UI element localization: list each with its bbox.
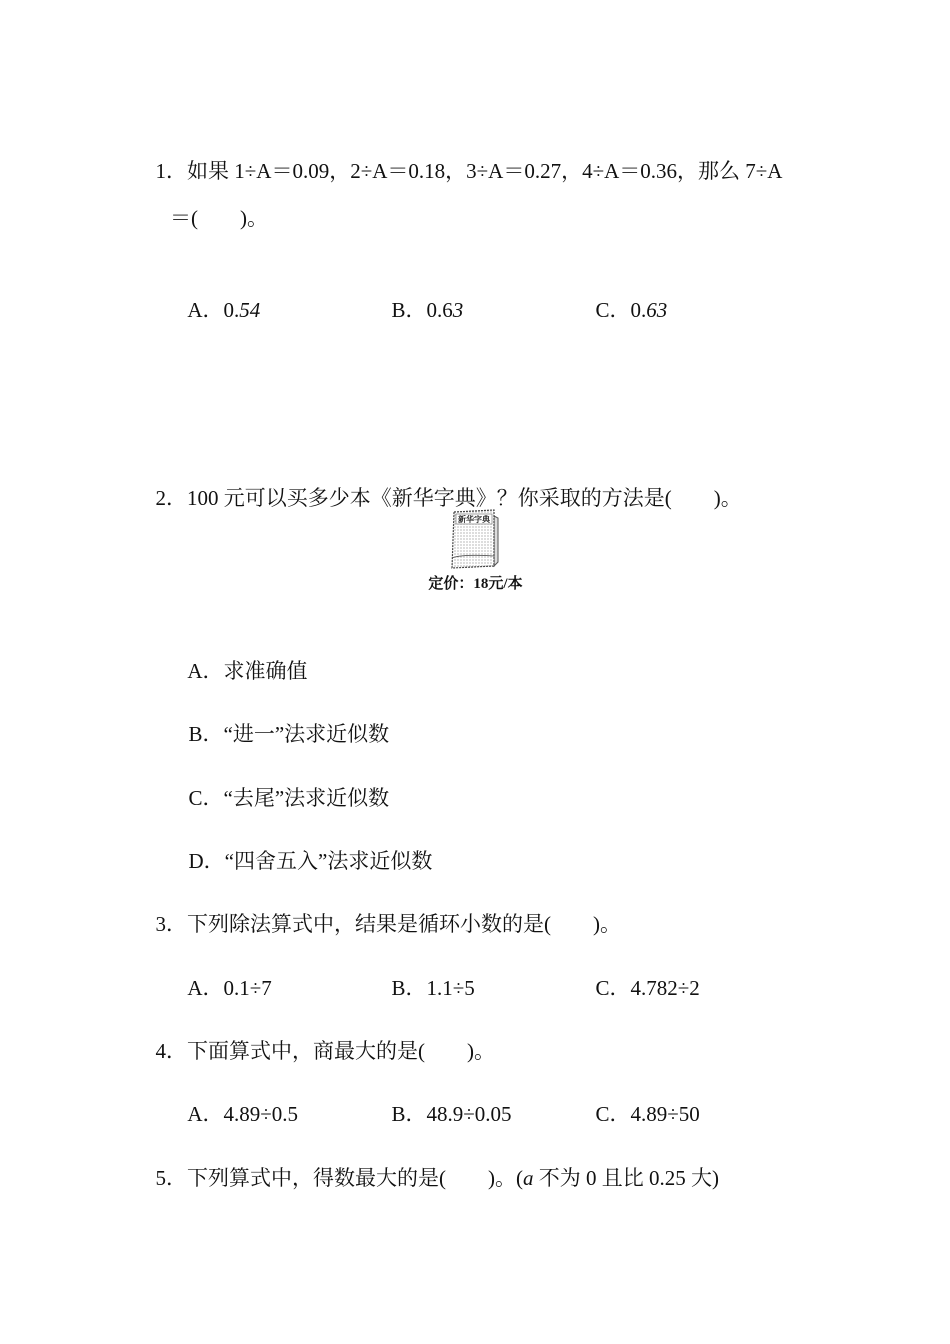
question-2-option-b[interactable]: B．“进一”法求近似数: [188, 722, 390, 746]
question-2-option-a[interactable]: A．求准确值: [187, 659, 308, 683]
question-3-option-a[interactable]: A．0.1÷7: [187, 976, 272, 1000]
question-2-option-d[interactable]: D．“四舍五入”法求近似数: [188, 849, 433, 873]
question-4-option-b[interactable]: B．48.9÷0.05: [391, 1102, 512, 1126]
question-4-option-a[interactable]: A．4.89÷0.5: [187, 1102, 299, 1126]
question-3-option-c[interactable]: C．4.782÷2: [595, 976, 700, 1000]
question-number: 3．: [155, 912, 187, 936]
question-4-stem: [145, 1006, 495, 1066]
question-1-stem: [145, 126, 782, 186]
question-text: 下列除法算式中，结果是循环小数的是( )。: [187, 912, 621, 936]
question-1-option-b[interactable]: B．0.63: [391, 298, 464, 322]
price-caption: 定价：18元/本: [428, 576, 523, 592]
svg-text:新华字典: 新华字典: [457, 515, 490, 524]
variable-a: a: [522, 1166, 534, 1190]
question-text: 下面算式中，商最大的是( )。: [187, 1039, 495, 1063]
question-5-stem: 5．下列算式中，得数最大的是( )。(a 不为 0 且比 0.25 大): [155, 1166, 719, 1190]
question-1-stem-continued: ＝( )。: [170, 206, 268, 230]
question-1-option-c[interactable]: C．0.63: [595, 298, 668, 322]
question-text: 如果 1÷A＝0.09，2÷A＝0.18，3÷A＝0.27，4÷A＝0.36，那么 7÷A: [187, 159, 783, 183]
question-2-stem: [145, 453, 742, 513]
question-1-option-a[interactable]: A．0.54: [187, 298, 261, 322]
question-4-option-c[interactable]: C．4.89÷50: [595, 1102, 700, 1126]
dictionary-figure: [418, 508, 533, 594]
question-number: 2．: [155, 486, 187, 510]
question-number: 4．: [155, 1039, 187, 1063]
question-3-stem: [145, 879, 621, 939]
dictionary-book-icon: [448, 508, 504, 570]
question-number: 1．: [155, 159, 187, 183]
question-number: 5．: [155, 1166, 187, 1190]
question-text: 100 元可以买多少本《新华字典》？你采取的方法是( )。: [187, 486, 742, 510]
question-text: 下列算式中，得数最大的是( )。(: [187, 1166, 523, 1190]
question-2-option-c[interactable]: C．“去尾”法求近似数: [188, 786, 390, 810]
question-3-option-b[interactable]: B．1.1÷5: [391, 976, 475, 1000]
